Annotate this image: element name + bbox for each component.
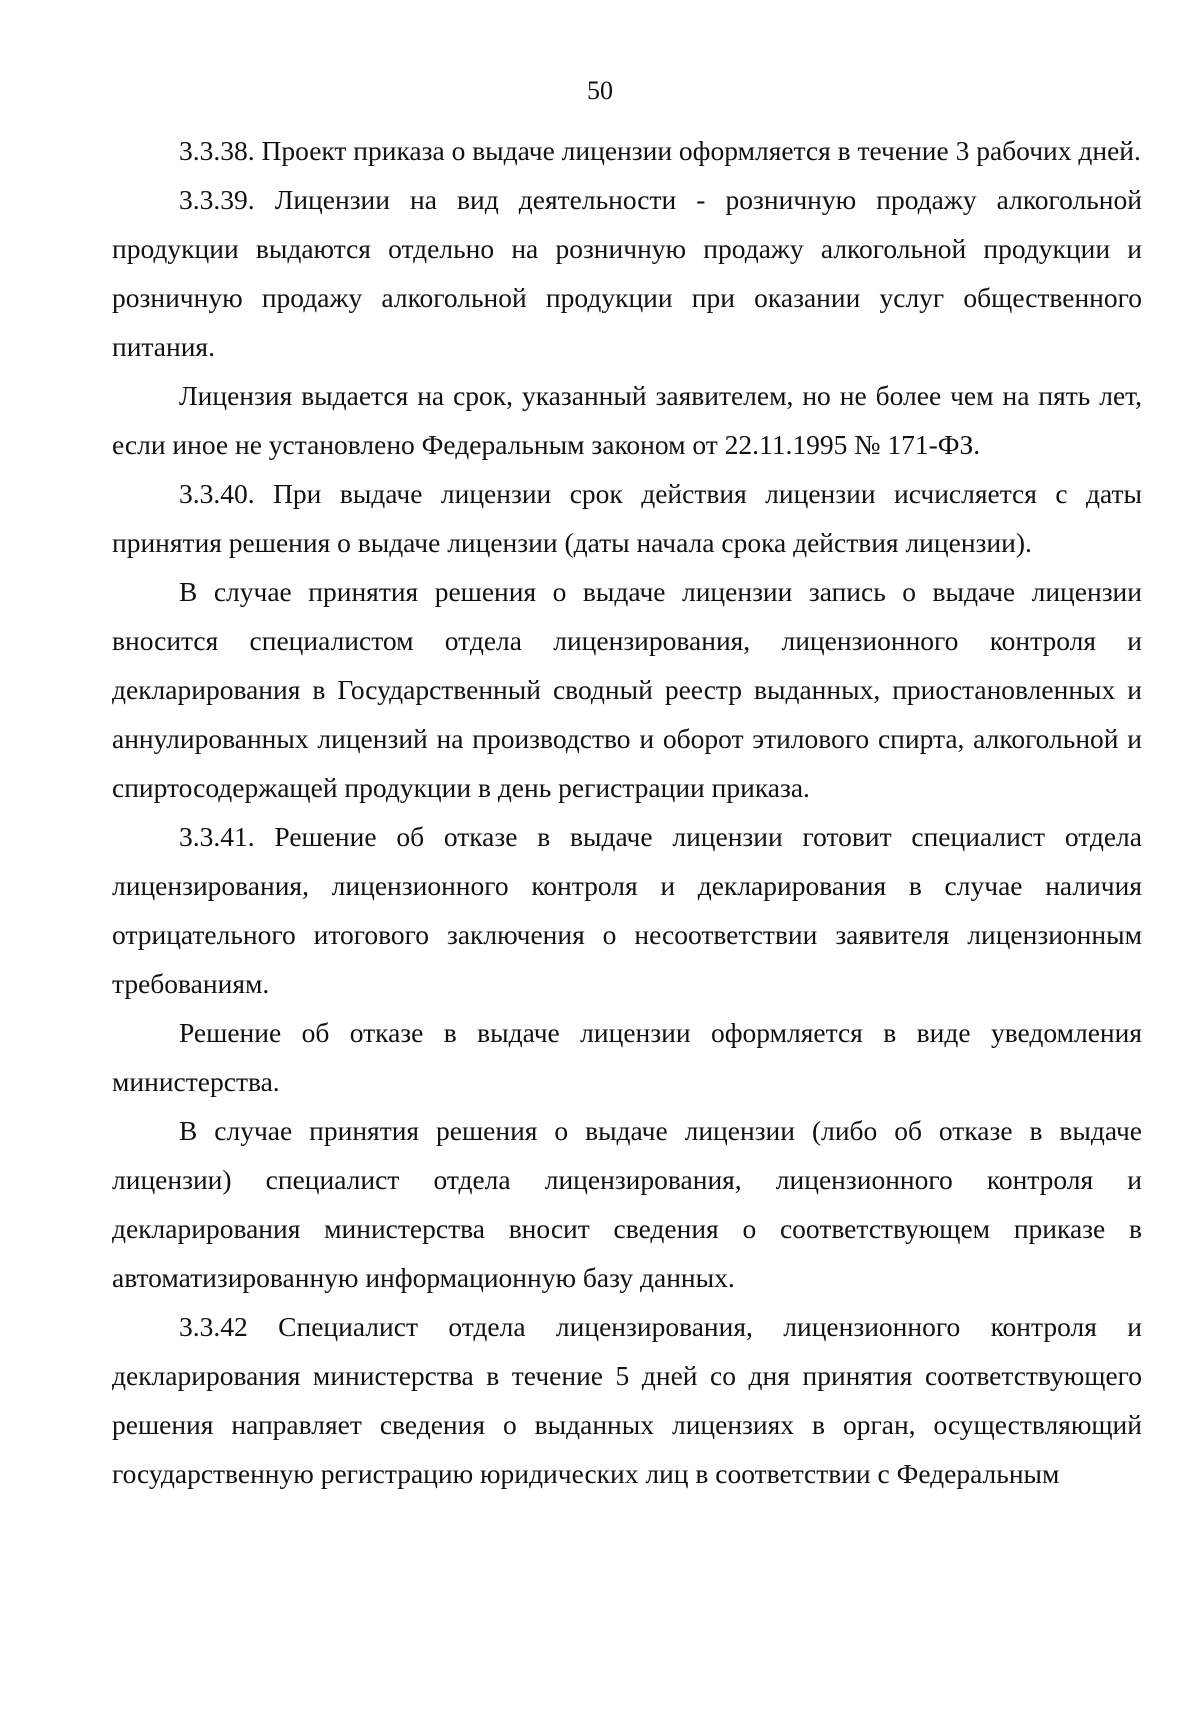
paragraph-3-3-42: 3.3.42 Специалист отдела лицензирования, лицензионного контроля и декларирования министерства в течение 5 дней со дня принятия соответствующего решения направляет сведения о выданных лицензиях в орган, осуществляющий государственную регистрацию юридических лиц в соответствии с Федеральным (112, 1311, 1142, 1489)
paragraph-database-entry: В случае принятия решения о выдаче лицензии (либо об отказе в выдаче лицензии) специалист отдела лицензирования, лицензионного контроля и декларирования министерства вносит сведения о соответствующем приказе в автоматизированную информационную базу данных. (112, 1115, 1142, 1293)
paragraph-3-3-41: 3.3.41. Решение об отказе в выдаче лицензии готовит специалист отдела лицензирования, лицензионного контроля и декларирования в случае наличия отрицательного итогового заключения о несоответствии заявителя лицензионным требованиям. (112, 821, 1142, 999)
paragraph-3-3-39: 3.3.39. Лицензии на вид деятельности - розничную продажу алкогольной продукции выдаются отдельно на розничную продажу алкогольной продукции и розничную продажу алкогольной продукции при оказании услуг общественного питания. (112, 184, 1142, 362)
paragraph-refusal-notice: Решение об отказе в выдаче лицензии оформляется в виде уведомления министерства. (112, 1017, 1142, 1097)
page-number: 50 (587, 76, 613, 105)
paragraph-3-3-38: 3.3.38. Проект приказа о выдаче лицензии оформляется в течение 3 рабочих дней. (179, 135, 1141, 166)
paragraph-license-term: Лицензия выдается на срок, указанный заявителем, но не более чем на пять лет, если иное не установлено Федеральным законом от 22.11.1995 № 171-ФЗ. (112, 380, 1142, 460)
document-body (112, 126, 1142, 1498)
paragraph-3-3-40: 3.3.40. При выдаче лицензии срок действия лицензии исчисляется с даты принятия решения о выдаче лицензии (даты начала срока действия лицензии). (112, 478, 1142, 558)
paragraph-registry-entry: В случае принятия решения о выдаче лицензии запись о выдаче лицензии вносится специалистом отдела лицензирования, лицензионного контроля и декларирования в Государственный сводный реестр выданных, приостановленных и аннулированных лицензий на производство и оборот этилового спирта, алкогольной и спиртосодержащей продукции в день регистрации приказа. (112, 576, 1142, 803)
